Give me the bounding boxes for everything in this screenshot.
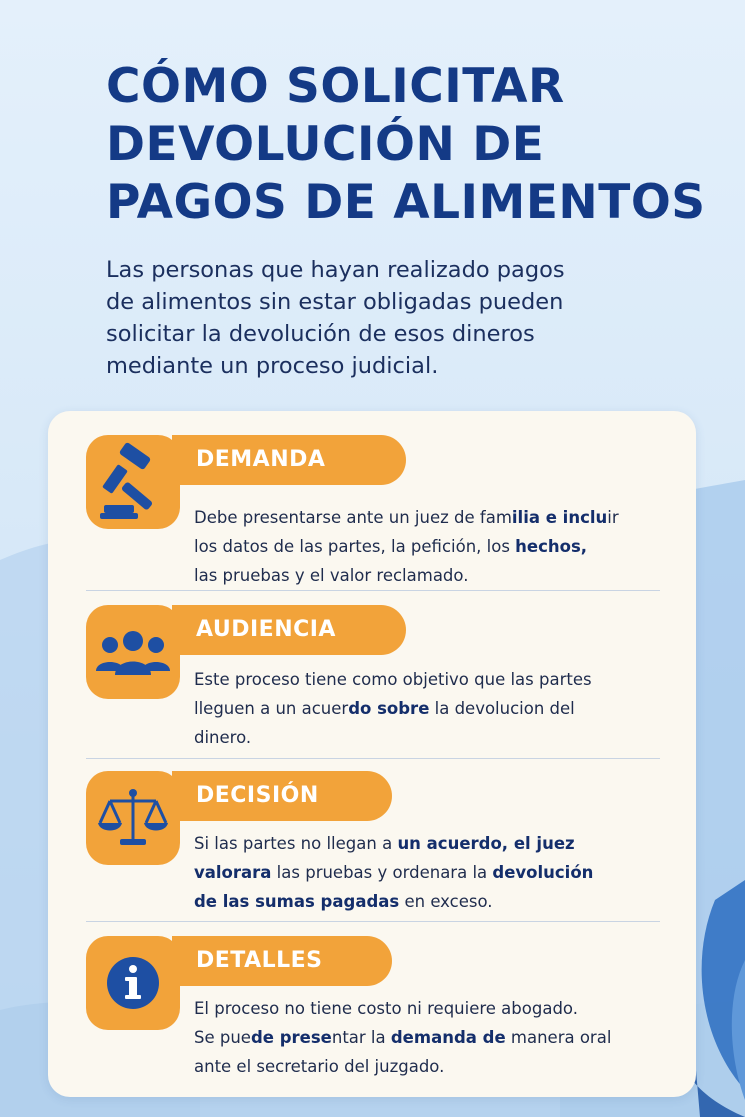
text-segment: los datos de las partes, la pefición, los — [194, 537, 516, 556]
text-segment: ntar la — [331, 1028, 391, 1047]
emphasis-text: ilia e inclu — [511, 508, 608, 527]
step-icon-tile — [86, 605, 180, 699]
text-segment: la devolucion del — [429, 699, 575, 718]
step-divider — [86, 590, 660, 591]
step-title-tab: DECISIÓN — [172, 771, 392, 821]
text-segment: El proceso no tiene costo ni requiere abogado. — [194, 999, 578, 1018]
step-title-tab: DEMANDA — [172, 435, 406, 485]
text-segment: Si las partes no llegan a — [194, 834, 398, 853]
desc-line — [194, 665, 674, 694]
intro-line: mediante un proceso judicial. — [106, 353, 439, 379]
scales-icon — [86, 771, 180, 865]
desc-line — [194, 1052, 674, 1081]
desc-line — [194, 858, 674, 887]
step-description — [194, 829, 674, 916]
people-icon — [86, 605, 180, 699]
step-divider — [86, 758, 660, 759]
page-title — [106, 58, 726, 232]
emphasis-text: de prese — [250, 1028, 332, 1047]
emphasis-text: devolución — [492, 863, 594, 882]
text-segment: en exceso. — [399, 892, 493, 911]
info-icon — [86, 936, 180, 1030]
step-description — [194, 994, 674, 1081]
step-divider — [86, 921, 660, 922]
emphasis-text: de las sumas pagadas — [194, 892, 400, 911]
text-segment: Este proceso tiene como objetivo que las partes — [194, 670, 592, 689]
step-title-tab: DETALLES — [172, 936, 392, 986]
intro-line: solicitar la devolución de esos dineros — [106, 321, 535, 347]
emphasis-text: demanda de — [390, 1028, 506, 1047]
intro-line: Las personas que hayan realizado pagos — [106, 257, 565, 283]
title-line: PAGOS DE ALIMENTOS — [106, 175, 706, 230]
text-segment: ir — [607, 508, 619, 527]
title-line: DEVOLUCIÓN DE — [106, 117, 545, 172]
step-description — [194, 665, 674, 752]
step-description — [194, 503, 674, 590]
desc-line — [194, 561, 674, 590]
step-icon-tile — [86, 435, 180, 529]
text-segment: Se pue — [194, 1028, 251, 1047]
desc-line — [194, 532, 674, 561]
text-segment: ante el secretario del juzgado. — [194, 1057, 445, 1076]
text-segment: Debe presentarse ante un juez de fam — [194, 508, 512, 527]
emphasis-text: do sobre — [348, 699, 430, 718]
text-segment: dinero. — [194, 728, 252, 747]
desc-line — [194, 694, 674, 723]
title-line: CÓMO SOLICITAR — [106, 59, 565, 114]
step-icon-tile — [86, 771, 180, 865]
emphasis-text: un acuerdo, el juez — [397, 834, 575, 853]
desc-line — [194, 503, 674, 532]
text-segment: lleguen a un acuer — [194, 699, 349, 718]
intro-text — [106, 254, 666, 382]
intro-line: de alimentos sin estar obligadas pueden — [106, 289, 564, 315]
desc-line — [194, 829, 674, 858]
desc-line — [194, 1023, 674, 1052]
gavel-icon — [86, 435, 180, 529]
steps-card — [48, 411, 696, 1097]
text-segment: las pruebas y el valor reclamado. — [194, 566, 469, 585]
text-segment: manera oral — [505, 1028, 612, 1047]
step-icon-tile — [86, 936, 180, 1030]
step-title-tab: AUDIENCIA — [172, 605, 406, 655]
emphasis-text: hechos, — [515, 537, 588, 556]
text-segment: las pruebas y ordenara la — [271, 863, 493, 882]
desc-line — [194, 723, 674, 752]
desc-line — [194, 887, 674, 916]
emphasis-text: valorara — [194, 863, 272, 882]
desc-line — [194, 994, 674, 1023]
